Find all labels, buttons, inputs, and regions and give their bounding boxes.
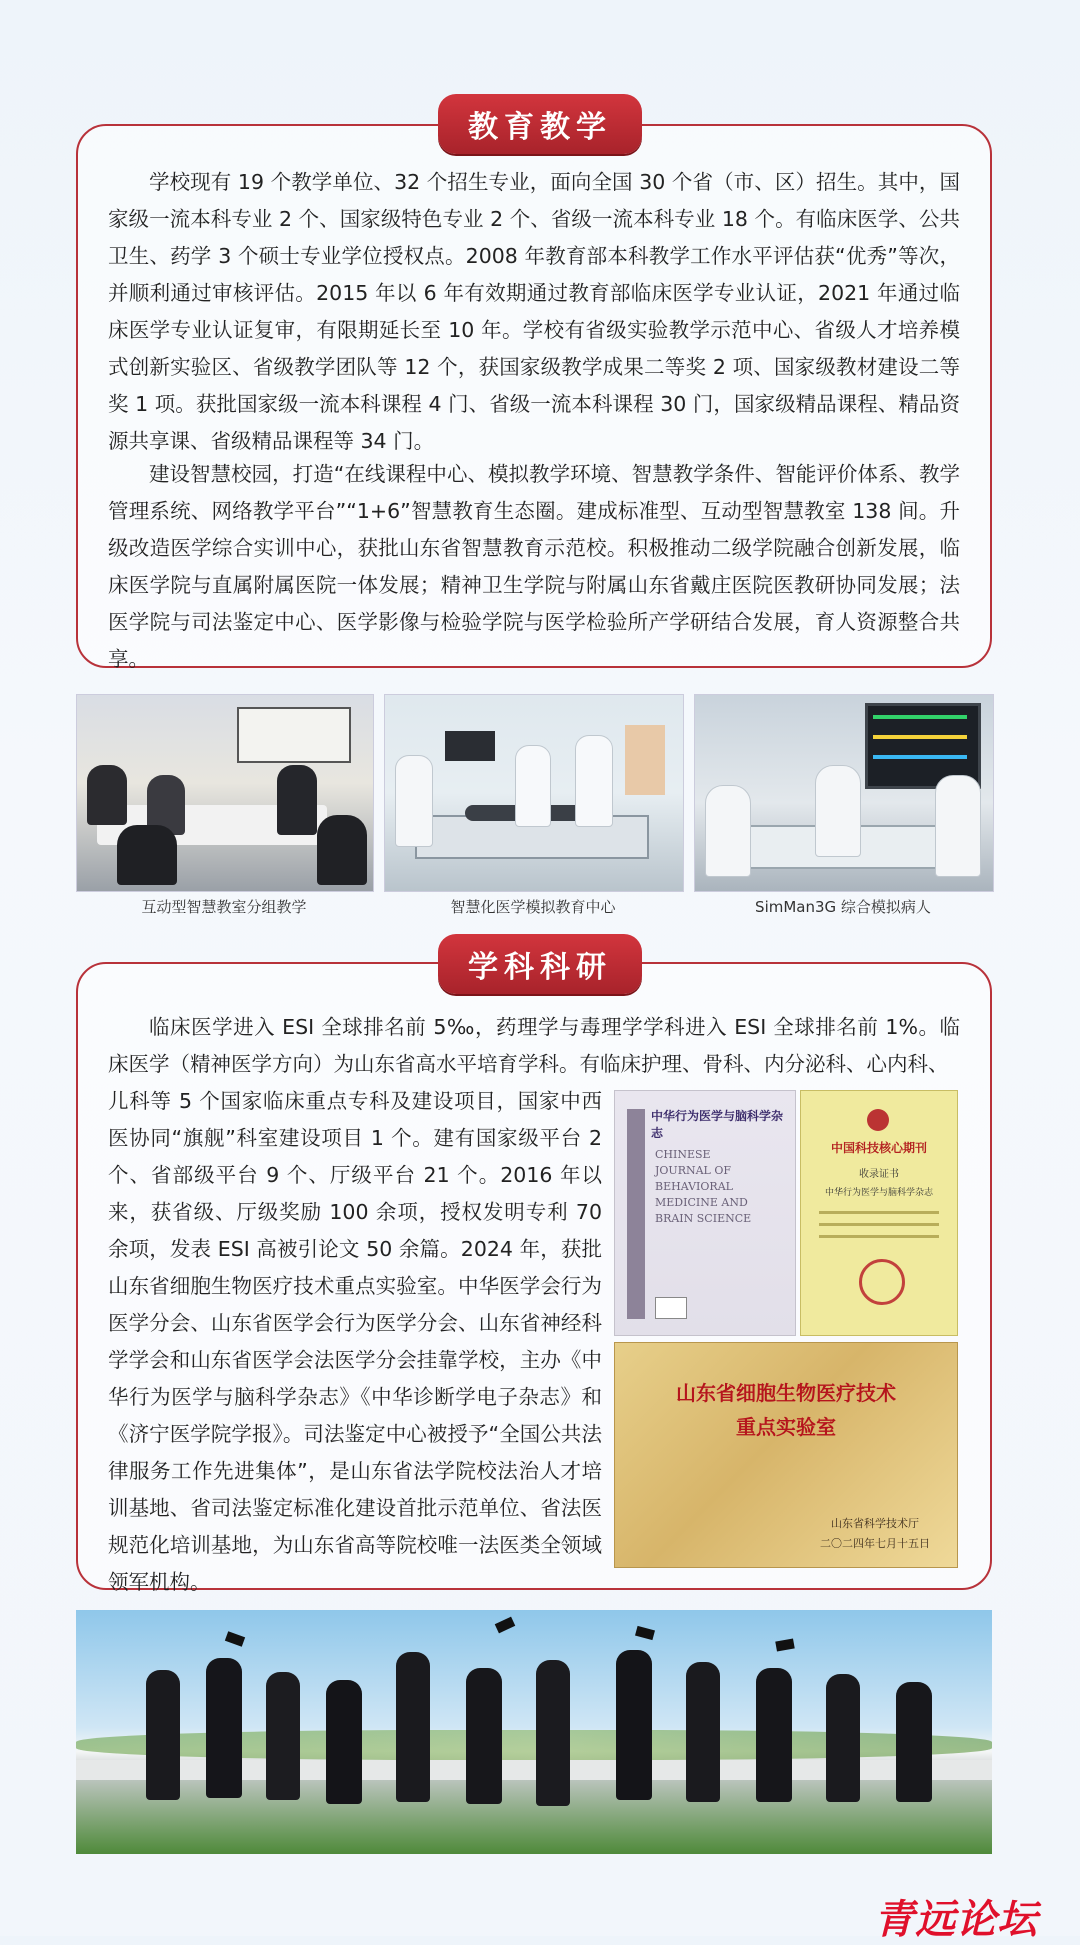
certificate-subtitle: 收录证书 — [859, 1169, 899, 1180]
core-journal-certificate-image — [800, 1090, 958, 1336]
research-paragraph-full: 临床医学进入 ESI 全球排名前 5‰，药理学与毒理学学科进入 ESI 全球排名前 1%。临床医学（精神医学方向）为山东省高水平培育学科。有临床护理、骨科、内分泌科、心内科、 — [108, 1015, 960, 1076]
journal-en-line-1: CHINESE — [655, 1148, 711, 1161]
photo-caption-3: SimMan3G 综合模拟病人 — [755, 898, 931, 916]
journal-en-line-5: BRAIN SCIENCE — [655, 1212, 752, 1225]
certificate-journal-name: 中华行为医学与脑科学杂志 — [824, 1188, 933, 1198]
journal-cn-title: 中华行为医学与脑科学杂志 — [651, 1109, 784, 1140]
classroom-photo — [76, 694, 374, 892]
education-section — [76, 124, 992, 671]
photo-caption-2: 智慧化医学模拟教育中心 — [450, 898, 616, 916]
certificate-title: 中国科技核心期刊 — [830, 1141, 927, 1155]
graduation-photo — [76, 1610, 992, 1854]
journal-cover-image — [614, 1090, 796, 1336]
plaque-line-2: 重点实验室 — [736, 1415, 836, 1439]
simman-photo — [694, 694, 994, 892]
education-paragraph-2: 建设智慧校园，打造“在线课程中心、模拟教学环境、智慧教学条件、智能评价体系、教学管理系统、网络教学平台”“1+6”智慧教育生态圈。建成标准型、互动型智慧教室 138 间。升级改造医学综合实训中心，获批山东省智慧教育示范校。积极推动二级学院融合创新发展，临床医学院与直属附属医院一体发展；精神卫生学院与附属山东省戴庄医院医教研协同发展；法医学院与司法鉴定中心、医学影像与检验学院与医学检验所产学研结合发展，育人资源整合共享。 — [108, 462, 960, 671]
plaque-issuer: 山东省科学技术厅 — [831, 1517, 919, 1530]
plaque-line-1: 山东省细胞生物医疗技术 — [676, 1381, 896, 1405]
photo-caption-1: 互动型智慧教室分组教学 — [141, 898, 307, 916]
forum-logo[interactable]: 青远论坛 — [874, 1897, 1038, 1943]
plaque-date: 二〇二四年七月十五日 — [820, 1537, 930, 1550]
research-section-title: 学科科研 — [438, 934, 642, 994]
simulation-center-photo — [384, 694, 684, 892]
research-paragraph-narrow: 儿科等 5 个国家临床重点专科及建设项目，国家中西医协同“旗舰”科室建设项目 1 个。建有国家级平台 2 个、省部级平台 9 个、厅级平台 21 个。2016 年以来，获省级、厅级奖励 100 余项，授权发明专利 70 余项，发表 ESI 高被引论文 50 余篇。2024 年，获批山东省细胞生物医疗技术重点实验室。中华医学会行为医学分会、山东省医学会行为医学分会、山东省神经科学学会和山东省医学会法医学分会挂靠学校，主办《中华行为医学与脑科学杂志》《中华诊断学电子杂志》和《济宁医学院学报》。司法鉴定中心被授予“全国公共法律服务工作先进集体”，是山东省法学院校法治人才培训基地、省司法鉴定标准化建设首批示范单位、省法医规范化培训基地，为山东省高等院校唯一法医类全领域领军机构。 — [108, 1089, 602, 1594]
journal-en-line-4: MEDICINE AND — [655, 1196, 748, 1209]
key-laboratory-plaque-image — [614, 1342, 958, 1568]
journal-en-line-2: JOURNAL OF — [655, 1164, 732, 1177]
education-paragraph-1: 学校现有 19 个教学单位、32 个招生专业，面向全国 30 个省（市、区）招生。其中，国家级一流本科专业 2 个、国家级特色专业 2 个、省级一流本科专业 18 个。有临床医学、公共卫生、药学 3 个硕士专业学位授权点。2008 年教育部本科教学工作水平评估获“优秀”等次，并顺利通过审核评估。2015 年以 6 年有效期通过教育部临床医学专业认证，2021 年通过临床医学专业认证复审，有限期延长至 10 年。学校有省级实验教学示范中心、省级人才培养模式创新实验区、省级教学团队等 12 个，获国家级教学成果二等奖 2 项、国家级教材建设二等奖 1 项。获批国家级一流本科课程 4 门、省级一流本科课程 30 门，国家级精品课程、精品资源共享课、省级精品课程等 34 门。 — [108, 170, 960, 453]
journal-en-line-3: BEHAVIORAL — [655, 1180, 733, 1193]
education-section-title: 教育教学 — [438, 94, 642, 154]
